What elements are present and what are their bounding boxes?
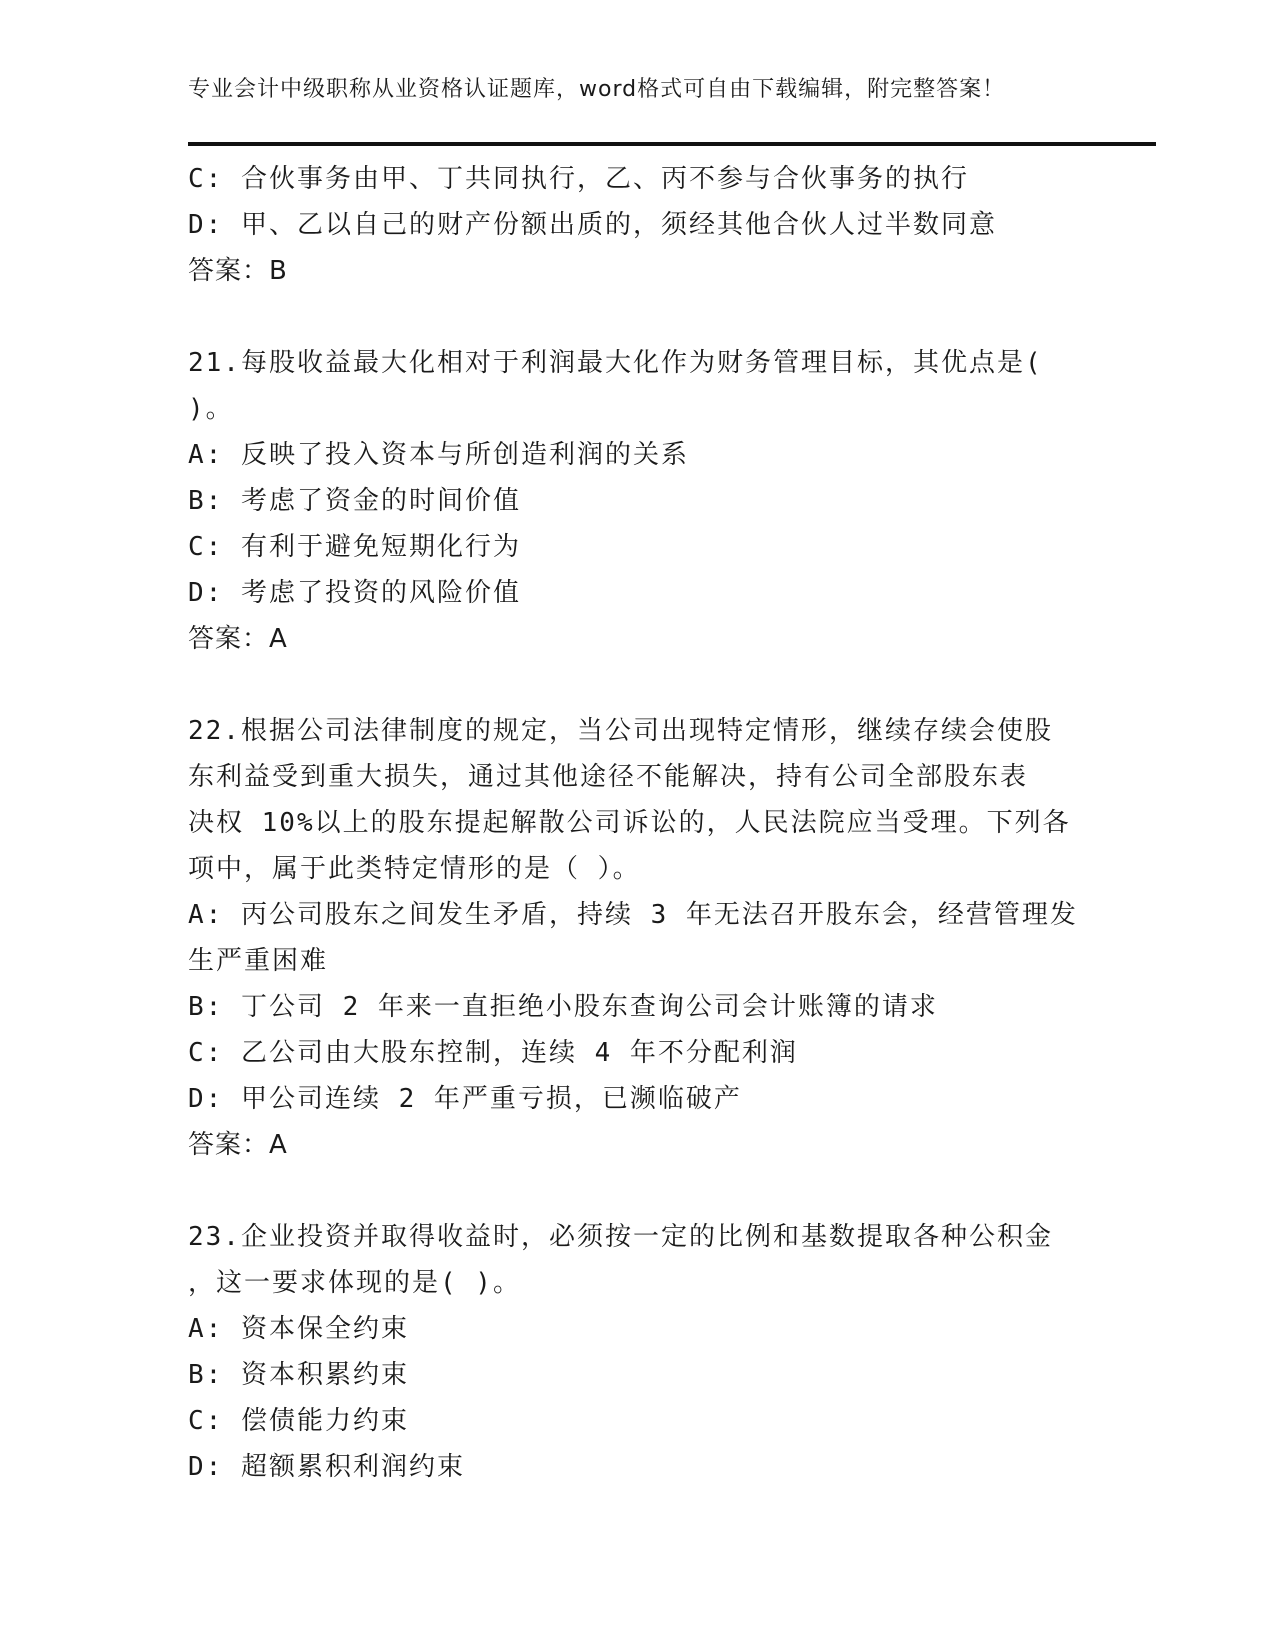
previous-question-tail bbox=[188, 156, 1088, 294]
option-d: D: 超额累积利润约束 bbox=[188, 1452, 465, 1482]
option-b: B: 丁公司 2 年来一直拒绝小股东查询公司会计账簿的请求 bbox=[188, 992, 938, 1022]
option-b: B: 资本积累约束 bbox=[188, 1360, 409, 1390]
answer-label: 答案：A bbox=[188, 1130, 288, 1160]
option-c: C: 乙公司由大股东控制，连续 4 年不分配利润 bbox=[188, 1038, 798, 1068]
option-d: D: 考虑了投资的风险价值 bbox=[188, 578, 521, 608]
question-stem-line: 23.企业投资并取得收益时，必须按一定的比例和基数提取各种公积金 bbox=[188, 1222, 1053, 1252]
spacer bbox=[188, 294, 1088, 340]
question-22 bbox=[188, 708, 1088, 1168]
question-stem-line: 21.每股收益最大化相对于利润最大化作为财务管理目标，其优点是( bbox=[188, 348, 1043, 378]
question-stem-line: 22.根据公司法律制度的规定，当公司出现特定情形，继续存续会使股 bbox=[188, 716, 1053, 746]
option-d: D: 甲、乙以自己的财产份额出质的，须经其他合伙人过半数同意 bbox=[188, 210, 997, 240]
spacer bbox=[188, 662, 1088, 708]
question-content bbox=[188, 156, 1088, 1490]
answer-label: 答案：B bbox=[188, 256, 288, 286]
question-stem-line: 项中，属于此类特定情形的是（ ）。 bbox=[188, 854, 641, 884]
option-a: A: 丙公司股东之间发生矛盾，持续 3 年无法召开股东会，经营管理发 bbox=[188, 900, 1078, 930]
question-23 bbox=[188, 1214, 1088, 1490]
header-divider bbox=[188, 142, 1156, 146]
option-d: D: 甲公司连续 2 年严重亏损，已濒临破产 bbox=[188, 1084, 742, 1114]
option-c: C: 合伙事务由甲、丁共同执行，乙、丙不参与合伙事务的执行 bbox=[188, 164, 969, 194]
question-stem-line: )。 bbox=[188, 394, 234, 424]
question-21 bbox=[188, 340, 1088, 662]
option-a: A: 反映了投入资本与所创造利润的关系 bbox=[188, 440, 689, 470]
page-header: 专业会计中级职称从业资格认证题库，word格式可自由下载编辑，附完整答案！ bbox=[188, 77, 1006, 102]
option-b: B: 考虑了资金的时间价值 bbox=[188, 486, 521, 516]
spacer bbox=[188, 1168, 1088, 1214]
answer-label: 答案：A bbox=[188, 624, 288, 654]
question-stem-line: 东利益受到重大损失，通过其他途径不能解决，持有公司全部股东表 bbox=[188, 762, 1029, 792]
option-a-continued: 生严重困难 bbox=[188, 946, 329, 976]
question-stem-line: ，这一要求体现的是( )。 bbox=[188, 1268, 521, 1298]
option-c: C: 有利于避免短期化行为 bbox=[188, 532, 521, 562]
question-stem-line: 决权 10%以上的股东提起解散公司诉讼的，人民法院应当受理。下列各 bbox=[188, 808, 1071, 838]
option-a: A: 资本保全约束 bbox=[188, 1314, 409, 1344]
option-c: C: 偿债能力约束 bbox=[188, 1406, 409, 1436]
